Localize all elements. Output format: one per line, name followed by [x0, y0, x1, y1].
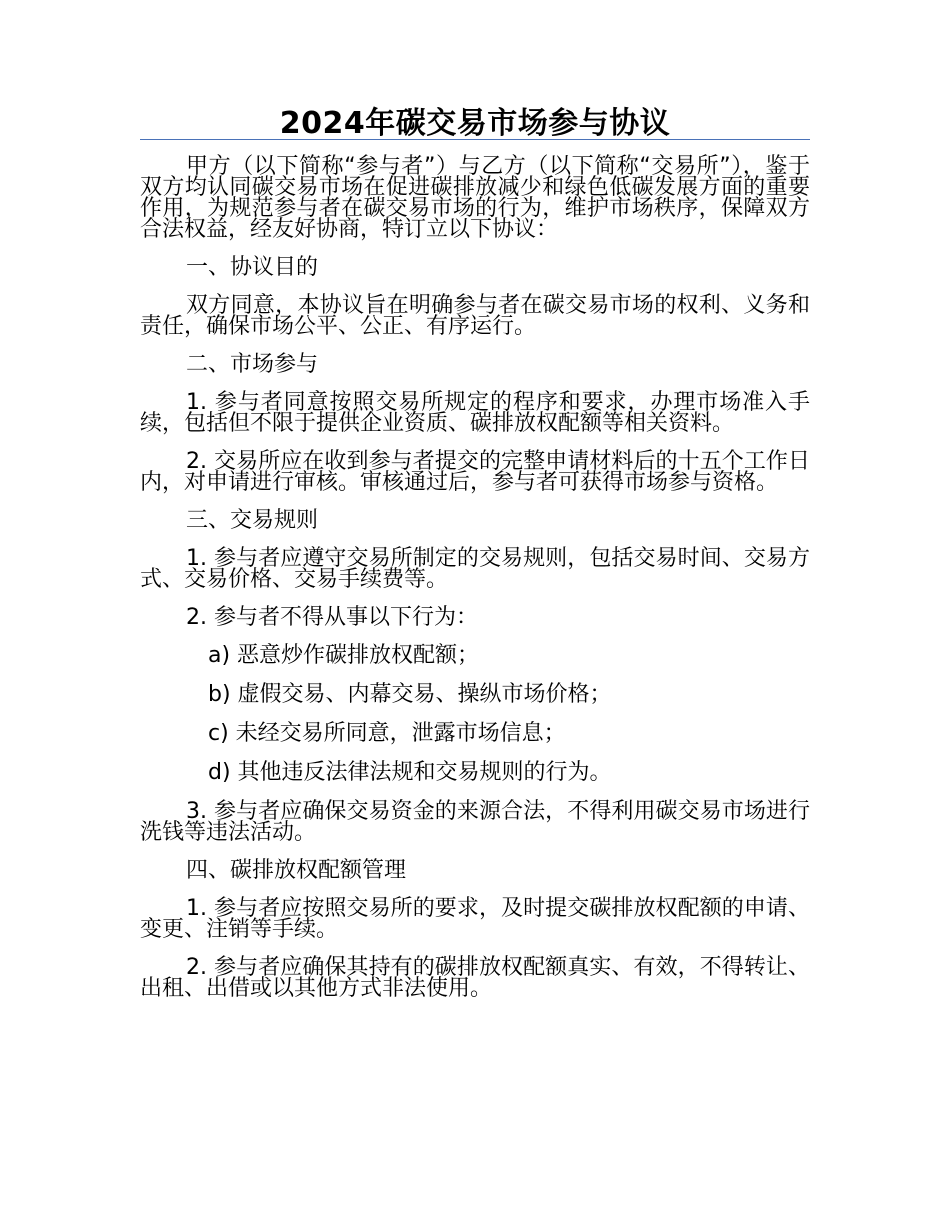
quota-clause-2: 2. 参与者应确保其持有的碳排放权配额真实、有效，不得转让、出租、出借或以其他方式非法使用。 — [140, 955, 810, 1001]
prohibited-item-c: c) 未经交易所同意，泄露市场信息； — [208, 721, 566, 746]
intro-paragraph: 甲方（以下简称“参与者”）与乙方（以下简称“交易所”），鉴于双方均认同碳交易市场在促进碳排放减少和绿色低碳发展方面的重要作用，为规范参与者在碳交易市场的行为，维护市场秩序，保障双方合法权益，经友好协商，特订立以下协议： — [140, 154, 810, 242]
document-body — [140, 156, 810, 1016]
prohibited-item-a: a) 恶意炒作碳排放权配额； — [208, 643, 480, 668]
quota-clause-1: 1. 参与者应按照交易所的要求，及时提交碳排放权配额的申请、变更、注销等手续。 — [140, 896, 810, 942]
section-heading-trading-rules: 三、交易规则 — [186, 508, 319, 533]
purpose-paragraph: 双方同意，本协议旨在明确参与者在碳交易市场的权利、义务和责任，确保市场公平、公正、有序运行。 — [140, 293, 810, 339]
prohibited-item-d: d) 其他违反法律法规和交易规则的行为。 — [208, 760, 612, 785]
prohibited-item-b: b) 虚假交易、内幕交易、操纵市场价格； — [208, 682, 612, 707]
participation-clause-2: 2. 交易所应在收到参与者提交的完整申请材料后的十五个工作日内，对申请进行审核。审核通过后，参与者可获得市场参与资格。 — [140, 449, 810, 495]
section-heading-quota-management: 四、碳排放权配额管理 — [186, 858, 407, 883]
trading-rules-clause-1: 1. 参与者应遵守交易所制定的交易规则，包括交易时间、交易方式、交易价格、交易手续费等。 — [140, 546, 810, 592]
section-heading-participation: 二、市场参与 — [186, 352, 319, 377]
section-heading-purpose: 一、协议目的 — [186, 255, 319, 280]
document-title: 2024年碳交易市场参与协议 — [279, 106, 671, 141]
title-underline — [140, 139, 810, 140]
participation-clause-1: 1. 参与者同意按照交易所规定的程序和要求，办理市场准入手续，包括但不限于提供企业资质、碳排放权配额等相关资料。 — [140, 390, 810, 436]
trading-rules-clause-3: 3. 参与者应确保交易资金的来源合法，不得利用碳交易市场进行洗钱等违法活动。 — [140, 799, 810, 845]
trading-rules-clause-2: 2. 参与者不得从事以下行为： — [186, 605, 478, 630]
